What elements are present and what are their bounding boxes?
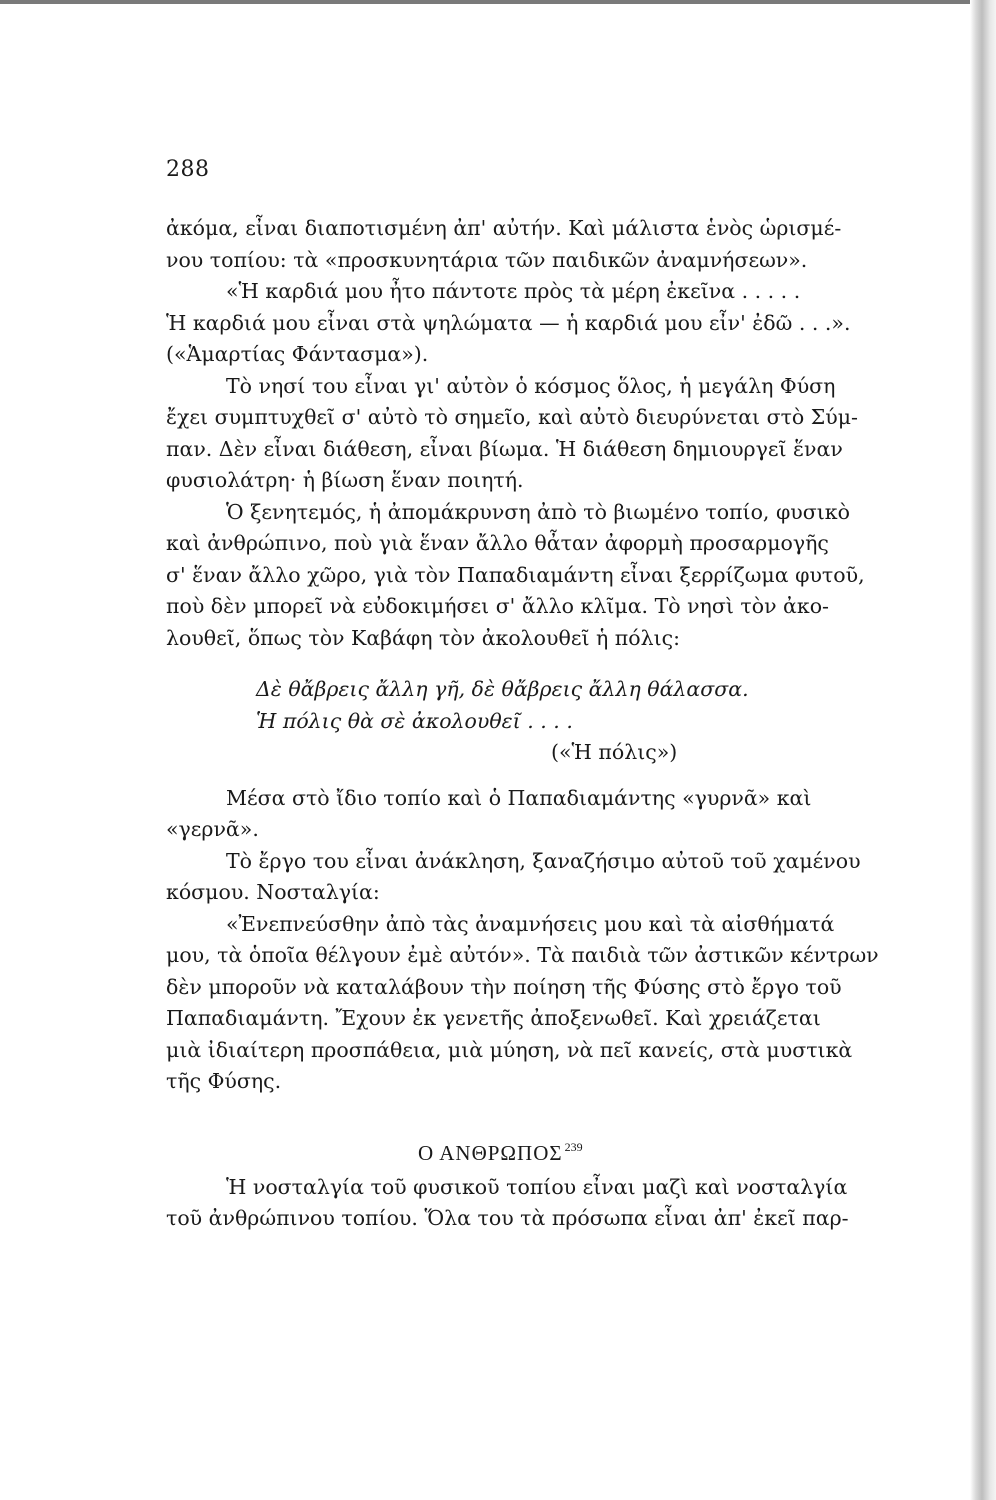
text-line: «Ἡ καρδιά μου ἦτο πάντοτε πρὸς τὰ μέρη ἐκεῖνα . . . . .: [226, 279, 801, 303]
text-line: μιὰ ἰδιαίτερη προσπάθεια, μιὰ μύηση, νὰ πεῖ κανείς, στὰ μυστικὰ: [166, 1037, 853, 1062]
text-line: Ἡ καρδιά μου εἶναι στὰ ψηλώματα — ἡ καρδιά μου εἶν' ἐδῶ . . .».: [166, 310, 851, 335]
text-line: Μέσα στὸ ἴδιο τοπίο καὶ ὁ Παπαδιαμάντης «γυρνᾶ» καὶ: [226, 785, 812, 810]
text-line: τῆς Φύσης.: [166, 1069, 282, 1093]
text-line: δὲν μποροῦν νὰ καταλάβουν τὴν ποίηση τῆς Φύσης στὸ ἔργο τοῦ: [166, 974, 842, 999]
text-line: ἀκόμα, εἶναι διαποτισμένη ἀπ' αὐτήν. Καὶ μάλιστα ἑνὸς ὡρισμέ-: [166, 216, 842, 240]
text-line: καὶ ἀνθρώπινο, ποὺ γιὰ ἕναν ἄλλο θἆταν ἀφορμὴ προσαρμογῆς: [166, 531, 829, 555]
text-line: σ' ἕναν ἄλλο χῶρο, γιὰ τὸν Παπαδιαμάντη εἶναι ξερρίζωμα φυτοῦ,: [166, 562, 865, 587]
text-line: λουθεῖ, ὅπως τὸν Καβάφη τὸν ἀκολουθεῖ ἡ πόλις:: [166, 625, 681, 650]
text-line: Παπαδιαμάντη. Ἔχουν ἐκ γενετῆς ἀποξενωθεῖ. Καὶ χρειάζεται: [166, 1006, 821, 1030]
footnote-marker: 239: [564, 1139, 583, 1154]
text-line: ποὺ δὲν μπορεῖ νὰ εὐδοκιμήσει σ' ἄλλο κλῖμα. Τὸ νησὶ τὸν ἀκο-: [166, 594, 829, 618]
text-line: «γερνᾶ».: [166, 817, 259, 841]
text-line: Τὸ ἔργο του εἶναι ἀνάκληση, ξαναζήσιμο αὐτοῦ τοῦ χαμένου: [226, 848, 861, 873]
text-line: Ὁ ξενητεμός, ἡ ἀπομάκρυνση ἀπὸ τὸ βιωμένο τοπίο, φυσικὸ: [226, 499, 850, 524]
section-title: Ο ΑΝΘΡΩΠΟΣ: [418, 1140, 563, 1165]
poem-line: Δὲ θἄβρεις ἄλλη γῆ, δὲ θἄβρεις ἄλλη θάλασσα.: [256, 677, 749, 701]
text-line: τοῦ ἀνθρώπινου τοπίου. Ὅλα του τὰ πρόσωπα εἶναι ἀπ' ἐκεῖ παρ-: [166, 1206, 849, 1230]
text-line: «Ἐνεπνεύσθην ἀπὸ τὰς ἀναμνήσεις μου καὶ τὰ αἰσθήματά: [226, 911, 835, 936]
book-page: [166, 155, 944, 1235]
page-number: 288: [166, 157, 210, 182]
text-line: παν. Δὲν εἶναι διάθεση, εἶναι βίωμα. Ἡ διάθεση δημιουργεῖ ἕναν: [166, 436, 843, 461]
poem-source: («Ἡ πόλις»): [551, 740, 678, 764]
section-heading: [166, 1132, 944, 1165]
text-line: («Ἁμαρτίας Φάντασμα»).: [166, 342, 429, 366]
poem-line: Ἡ πόλις θὰ σὲ ἀκολουθεῖ . . . .: [256, 708, 573, 733]
text-line: φυσιολάτρη· ἡ βίωση ἕναν ποιητή.: [166, 468, 524, 492]
text-line: Ἡ νοσταλγία τοῦ φυσικοῦ τοπίου εἶναι μαζὶ καὶ νοσταλγία: [226, 1174, 848, 1199]
scan-right-edge: [970, 0, 996, 1500]
text-line: κόσμου. Νοσταλγία:: [166, 880, 380, 904]
body-text: [166, 213, 944, 1235]
text-line: μου, τὰ ὁποῖα θέλγουν ἐμὲ αὐτόν». Τὰ παιδιὰ τῶν ἀστικῶν κέντρων: [166, 943, 879, 967]
text-line: νου τοπίου: τὰ «προσκυνητάρια τῶν παιδικῶν ἀναμνήσεων».: [166, 247, 808, 272]
scan-top-edge: [0, 0, 996, 4]
text-line: ἔχει συμπτυχθεῖ σ' αὐτὸ τὸ σημεῖο, καὶ αὐτὸ διευρύνεται στὸ Σύμ-: [166, 405, 858, 429]
text-line: Τὸ νησί του εἶναι γι' αὐτὸν ὁ κόσμος ὅλος, ἡ μεγάλη Φύση: [226, 373, 836, 398]
poem-quote: [166, 674, 944, 769]
